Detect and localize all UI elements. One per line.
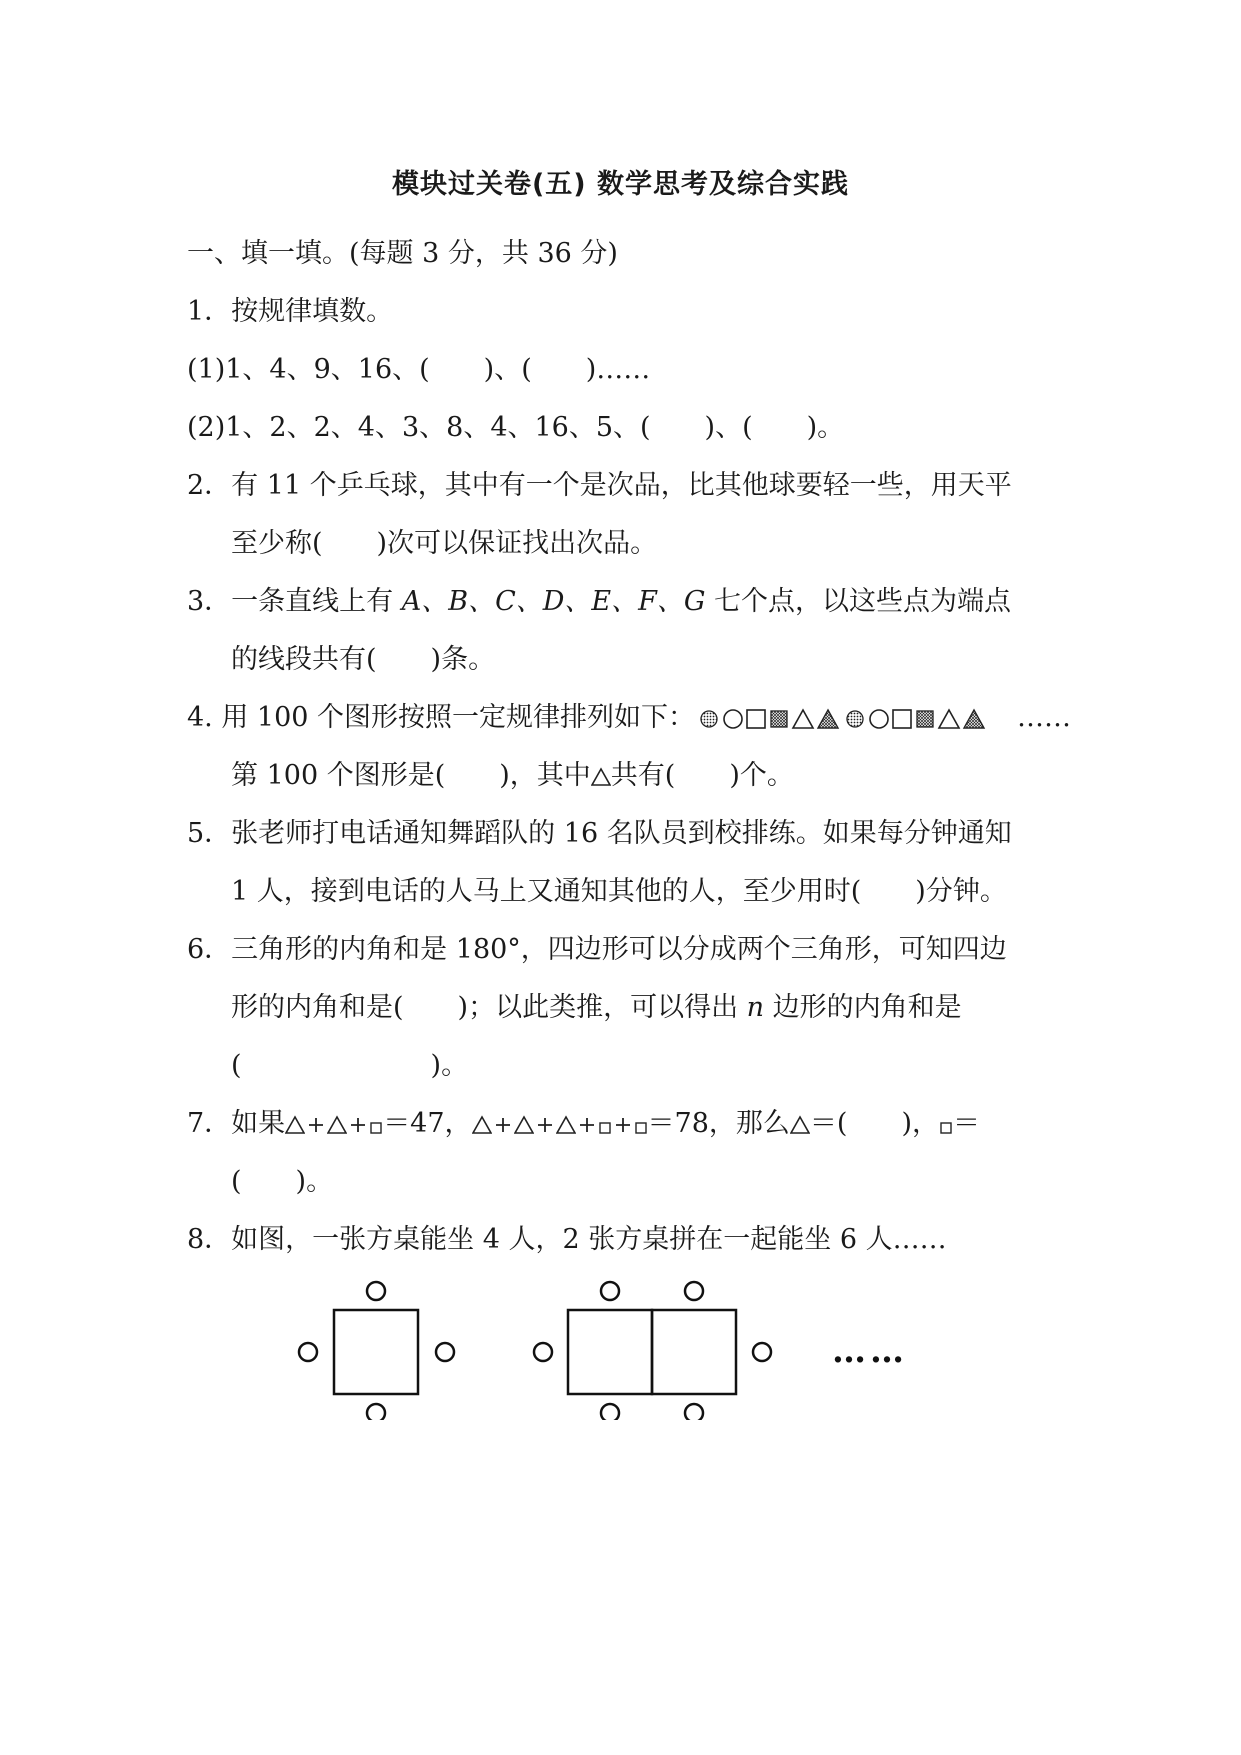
- q4-text-c: 第 100 个图形是( )，其中: [231, 760, 591, 791]
- hatched-square-icon: [917, 711, 933, 727]
- q4-text-b: ……: [1017, 702, 1072, 733]
- hatched-triangle-icon: [818, 710, 838, 728]
- q3-point-letters: A、B、C、D、E、F、G: [401, 586, 706, 617]
- seat-circle: [436, 1343, 454, 1361]
- hatched-square-icon: [771, 711, 787, 727]
- triangle-icon: [514, 1115, 534, 1135]
- q7-line1: [187, 1106, 980, 1142]
- seat-circle: [367, 1404, 385, 1420]
- shape-sequence: [697, 706, 1015, 732]
- triangle-icon: [556, 1115, 576, 1135]
- q5-line1: 5．张老师打电话通知舞蹈队的 16 名队员到校排练。如果每分钟通知: [187, 818, 1012, 849]
- q8-line1: 8．如图，一张方桌能坐 4 人，2 张方桌拼在一起能坐 6 人……: [187, 1224, 947, 1255]
- plus-icon: [492, 1115, 514, 1135]
- q6-variable-n: n: [746, 992, 765, 1023]
- q4-text-d: 共有( )个。: [610, 760, 794, 791]
- q6-text-b: 边形的内角和是: [764, 992, 962, 1023]
- q7-eq2: ＝78，那么: [647, 1108, 790, 1139]
- triangle-icon: [591, 767, 611, 787]
- double-table: [534, 1282, 771, 1420]
- table-square: [568, 1310, 652, 1394]
- plus-icon: [534, 1115, 556, 1135]
- seat-circle: [753, 1343, 771, 1361]
- q3-text-b: 七个点，以这些点为端点: [705, 586, 1012, 617]
- single-table: [299, 1282, 454, 1420]
- square-icon: [369, 1115, 383, 1135]
- table-square: [334, 1310, 418, 1394]
- seat-circle: [601, 1282, 619, 1300]
- plus-icon: [347, 1115, 369, 1135]
- dotted-circle-icon: [847, 711, 863, 727]
- page-title: 模块过关卷(五) 数学思考及综合实践: [391, 169, 850, 200]
- triangle-icon: [327, 1115, 347, 1135]
- q6-line1: 6．三角形的内角和是 180°，四边形可以分成两个三角形，可知四边: [187, 934, 1007, 965]
- table-seating-figure: [0, 1270, 1241, 1420]
- triangle-icon: [939, 710, 959, 728]
- square-icon: [598, 1115, 612, 1135]
- seat-circle: [367, 1282, 385, 1300]
- q1-part1: (1)1、4、9、16、( )、( )……: [187, 354, 651, 385]
- seat-circle: [601, 1404, 619, 1420]
- q3-line2: 的线段共有( )条。: [231, 644, 496, 675]
- q1-stem: 1．按规律填数。: [187, 296, 394, 327]
- q4-text-a: 4. 用 100 个图形按照一定规律排列如下：: [187, 702, 696, 733]
- q4-line1: [187, 700, 1071, 736]
- q7-eq1: ＝47，: [383, 1108, 472, 1139]
- q3-text-a: 3．一条直线上有: [187, 586, 402, 617]
- q2-line2: 至少称( )次可以保证找出次品。: [231, 528, 658, 559]
- continuation-dots: ……: [832, 1331, 908, 1371]
- q3-line1: [187, 584, 1011, 620]
- square-icon: [634, 1115, 648, 1135]
- q7-eq3: ＝( )，: [809, 1108, 939, 1139]
- triangle-icon: [793, 710, 813, 728]
- plus-icon: [305, 1115, 327, 1135]
- circle-icon: [870, 710, 888, 728]
- table-square: [652, 1310, 736, 1394]
- q4-line2: [231, 758, 794, 794]
- plus-icon: [612, 1115, 634, 1135]
- seat-circle: [685, 1404, 703, 1420]
- circle-icon: [724, 710, 742, 728]
- triangle-icon: [285, 1115, 305, 1135]
- q7-text-a: 7．如果: [187, 1108, 286, 1139]
- triangle-icon: [790, 1115, 810, 1135]
- q1-part2: (2)1、2、2、4、3、8、4、16、5、( )、( )。: [187, 412, 845, 443]
- triangle-icon: [472, 1115, 492, 1135]
- square-icon: [893, 710, 911, 728]
- seat-circle: [685, 1282, 703, 1300]
- q6-line2: [231, 990, 962, 1026]
- hatched-triangle-icon: [964, 710, 984, 728]
- square-icon: [747, 710, 765, 728]
- q6-line3: ( )。: [231, 1050, 469, 1081]
- seat-circle: [534, 1343, 552, 1361]
- q5-line2: 1 人，接到电话的人马上又通知其他的人，至少用时( )分钟。: [231, 876, 1007, 907]
- q6-text-a: 形的内角和是( )；以此类推，可以得出: [231, 992, 747, 1023]
- section-heading: 一、填一填。(每题 3 分，共 36 分): [187, 238, 618, 269]
- plus-icon: [576, 1115, 598, 1135]
- dotted-circle-icon: [701, 711, 717, 727]
- square-icon: [939, 1115, 953, 1135]
- seat-circle: [299, 1343, 317, 1361]
- q7-line2: ( )。: [231, 1166, 334, 1197]
- q2-line1: 2．有 11 个乒乓球，其中有一个是次品，比其他球要轻一些，用天平: [187, 470, 1012, 501]
- q7-eq4: ＝: [952, 1108, 980, 1139]
